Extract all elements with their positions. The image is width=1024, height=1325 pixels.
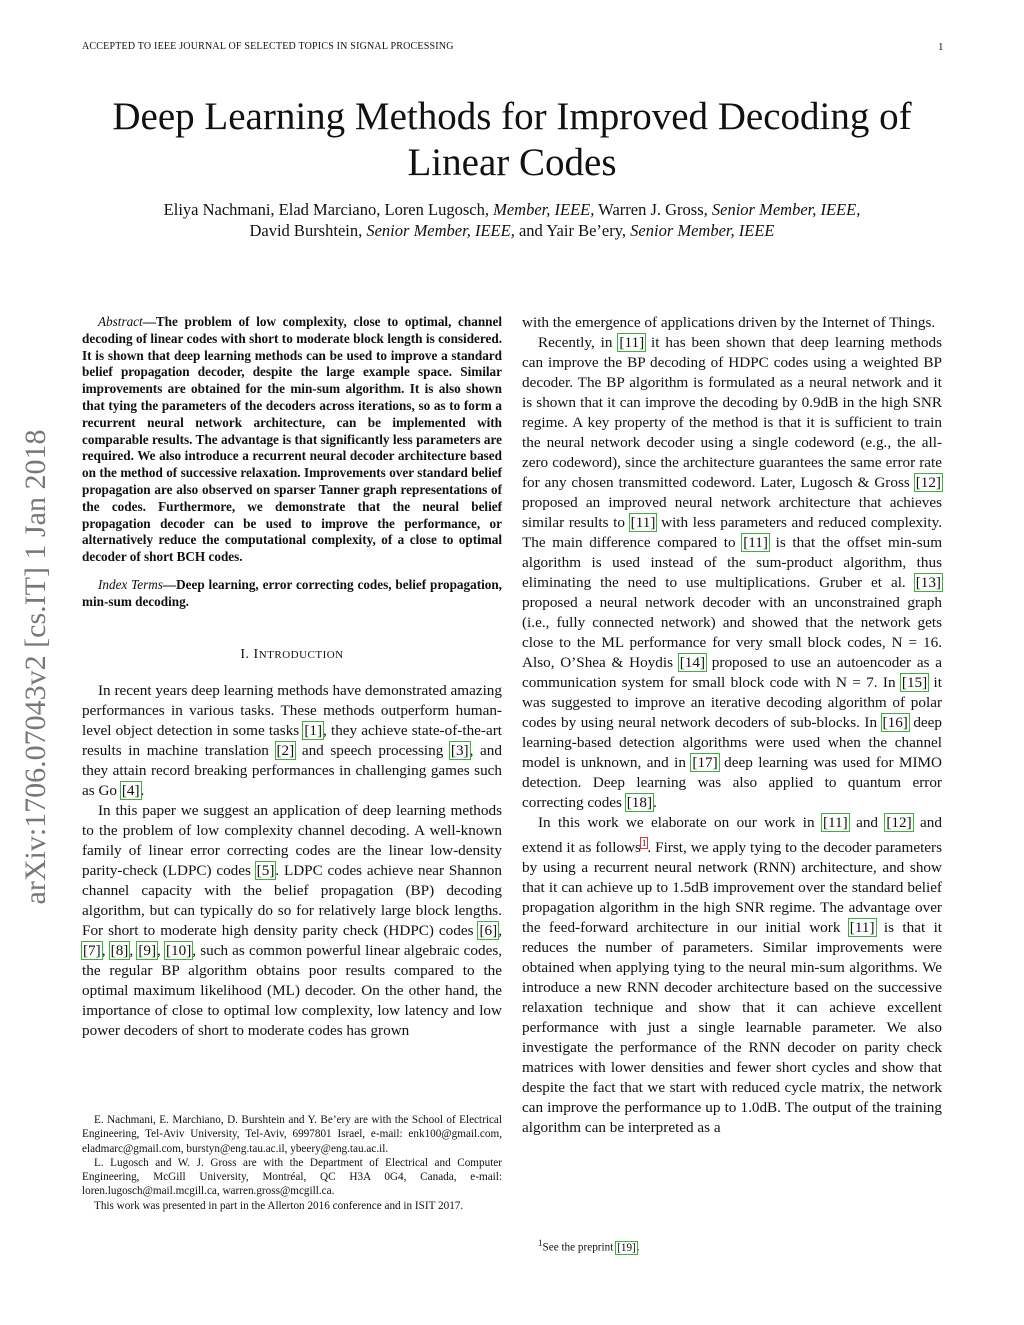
abstract-text: —The problem of low complexity, close to optimal, channel decoding of linear codes with short to moderate block length is considered. It is shown that deep learning methods can be used to improve a standard belief propagation decoder, despite the large example space. Similar improvements are obtained for the min-sum algorithm. It is also shown that tying the parameters of the decoders across iterations, so as to form a recurrent neural network architecture, can be implemented with comparable results. The advantage is that significantly less parameters are required. We also introduce a recurrent neural decoder architecture based on the method of successive relaxation. Improvements over standard belief propagation are also observed on sparser Tanner graph representations of the codes. Furthermore, we demonstrate that the neural belief propagation decoder can be used to improve the performance, or alternatively reduce the computational complexity, of a close to optimal decoder of short BCH codes. [82,314,502,565]
text-run: it was suggested to improve an iterative decoding algorithm of polar codes by using neural network decoders of sub-blocks. In [522,674,942,731]
section-heading-introduction [82,647,502,663]
text-run: with less parameters and reduced complexity. The main difference compared to [522,514,942,551]
section-number: I. I [240,646,259,662]
index-terms-text: —Deep learning, error correcting codes, belief propagation, min-sum decoding. [82,576,502,609]
text-run: is that the offset min-sum algorithm is used instead of the sum-product algorithm, thus eliminating the need to use multiplications. Gruber et al. [522,534,943,591]
arxiv-stamp-text: arXiv:1706.07043v2 [cs.IT] 1 Jan 2018 [19,429,52,905]
footnote-mark: 1 [538,1238,543,1248]
text-run: deep learning-based detection algorithms were used when the channel model is unknown, and in [522,714,943,771]
text-run: . [140,781,145,799]
text-run: Recently, in [538,334,619,351]
author-role: Senior Member, IEEE [630,221,775,240]
citation-link[interactable]: [10] [165,941,192,959]
citation-link[interactable]: [6] [479,921,498,939]
text-run: proposed an improved neural network architecture that achieves similar results to [522,494,942,531]
footnote-presentation: This work was presented in part in the Allerton 2016 conference and in ISIT 2017. [94,1199,464,1212]
citation-link[interactable]: [17] [692,754,718,771]
footnote-marker-link[interactable]: 1 [641,838,647,848]
index-terms [82,577,502,611]
text-run: . LDPC codes achieve near Shannon channel capacity with the belief propagation (BP) decoding algorithm, but can typically do so for relatively large block lengths. For short to moderate high density parity check (HDPC) codes [82,861,502,939]
running-head: ACCEPTED TO IEEE JOURNAL OF SELECTED TOPICS IN SIGNAL PROCESSING [82,41,454,52]
citation-link[interactable]: [9] [138,941,157,959]
intro-paragraph-2 [82,801,502,1041]
citation-link[interactable]: [15] [901,674,928,691]
citation-link[interactable]: [13] [915,574,941,591]
text-run: and speech processing [295,741,450,759]
citation-link[interactable]: [11] [619,334,645,351]
footnote-preprint [522,1236,942,1255]
text-run: . First, we apply tying to the decoder parameters by using a recurrent neural network (RNN) architecture, and show that it can achieve up to 1.5dB improvement over the standard belief propagation algorithm in the high SNR regime. The advantage over the feed-forward architecture in our initial work [522,839,942,937]
citation-link[interactable]: [5] [256,861,275,879]
footnote-affiliation-2: L. Lugosch and W. J. Gross are with the Department of Electrical and Computer Engineering, McGill University, Montréal, QC H3A 0G4, Canada, e-mail: loren.lugosch@mail.mcgill.ca, warren.gross@mcgill.ca. [82,1156,502,1198]
citation-link[interactable]: [1] [304,721,323,739]
text-run: , [129,941,138,959]
text-run: , and they attain record breaking performances in challenging games such as Go [82,741,502,799]
abstract [82,314,502,566]
intro-paragraph-4 [522,813,942,1138]
text-run: , [498,921,502,939]
page-number: 1 [938,41,944,53]
author-names: David Burshtein, [249,221,367,240]
author-list [60,199,964,241]
citation-link[interactable]: [12] [886,814,912,831]
text-run: is that it reduces the number of parameters. Similar improvements were obtained when applying tying to the neural min-sum algorithms. We introduce a new RNN decoder architecture based on the successive relaxation technique and show that it can achieve excellent performance with just a single learnable parameter. We also investigate the performance of the RNN decoder on parity check matrices with lower densities and fewer short cycles and show that despite the fact that we start with reduced cycle matrix, the network can improve the performance up to 1.0dB. The output of the training algorithm can be interpreted as a [522,919,943,1137]
citation-link[interactable]: [11] [822,814,848,831]
citation-link[interactable]: [3] [450,741,469,759]
intro-paragraph-continued: with the emergence of applications driven by the Internet of Things. [522,314,936,331]
paper-title: Deep Learning Methods for Improved Decoding of Linear Codes [112,95,912,184]
footnote-affiliation-1: E. Nachmani, E. Marchiano, D. Burshtein and Y. Be’ery are with the School of Electrical Engineering, Tel-Aviv University, Tel-Aviv, 6997801 Israel, e-mail: enk100@gmail.com, eladmarc@gmail.com, burstyn@eng.tau.ac.il, ybeery@eng.tau.ac.il. [82,1114,502,1155]
citation-link[interactable]: [8] [110,941,129,959]
text-run: See the preprint [542,1241,617,1254]
right-column [522,313,942,1138]
text-run: In this paper we suggest an application of deep learning methods to the problem of low complexity channel decoding. A well-known family of linear error correcting codes are the linear low-density parity-check (LDPC) codes [82,801,502,879]
text-run: and extend it as follows [522,814,942,857]
author-names: Eliya Nachmani, Elad Marciano, Loren Lugosch, [163,200,494,219]
citation-link[interactable]: [11] [743,534,768,551]
citation-link[interactable]: [16] [882,714,908,731]
citation-link[interactable]: [7] [83,941,101,959]
arxiv-stamp [16,380,56,960]
citation-link[interactable]: [11] [630,514,656,531]
citation-link[interactable]: [12] [915,474,941,491]
author-role: Senior Member, IEEE, [711,200,861,219]
abstract-label: Abstract [98,314,143,329]
section-title: NTRODUCTION [258,648,344,661]
citation-link[interactable]: [18] [626,794,653,811]
text-run: deep learning was used for MIMO detection. Deep learning was also applied to quantum error correcting codes [522,754,942,811]
intro-paragraph-3 [522,333,942,813]
text-run: , [157,941,165,959]
text-run: . [653,794,657,811]
text-run: In this work we elaborate on our work in [538,814,822,831]
citation-link[interactable]: [19] [617,1241,636,1254]
text-run: proposed to use an autoencoder as a communication system for small block code with N = 7. In [522,654,942,691]
citation-link[interactable]: [4] [121,781,140,799]
left-column [82,314,502,1041]
text-run: In recent years deep learning methods have demonstrated amazing performances in various tasks. These methods outperform human-level object detection in some tasks [82,681,502,739]
author-names: Warren J. Gross, [594,200,712,219]
affiliation-footnotes [82,1113,502,1213]
author-line-1 [60,199,964,220]
author-role: Senior Member, IEEE, [366,221,515,240]
text-run: , such as common powerful linear algebraic codes, the regular BP algorithm obtains poor results compared to the optimal maximum likelihood (ML) decoder. On the other hand, the importance of close to optimal low complexity, low latency and low power decoders of short to moderate codes has grown [82,941,503,1039]
text-run: proposed a neural network decoder with an unconstrained graph (i.e., fully connected network) and showed that the network gets close to the ML performance for very small block codes, N = 16. Also, O’Shea & Hoydis [522,594,942,671]
index-terms-label: Index Terms [98,576,163,592]
citation-link[interactable]: [2] [276,741,295,759]
text-run: . [636,1241,640,1254]
author-names: and Yair Be’ery, [514,221,631,240]
author-role: Member, IEEE, [493,200,595,219]
text-run: , [101,941,110,959]
text-run: and [848,814,886,831]
author-line-2 [60,220,964,241]
intro-paragraph-1 [82,681,502,801]
text-run: it has been shown that deep learning methods can improve the BP decoding of HDPC codes using a weighted BP decoder. The BP algorithm is formulated as a neural network and it is shown that it can improve the decoding by 0.9dB in the high SNR regime. A key property of the method is that it is sufficient to train the neural network decoder using a single codeword (e.g., the all-zero codeword), since the architecture guarantees the same error rate for any chosen transmitted codeword. Later, Lugosch & Gross [522,334,943,491]
citation-link[interactable]: [14] [679,654,706,671]
citation-link[interactable]: [11] [849,919,875,937]
text-run: , they achieve state-of-the-art results in machine translation [82,721,502,759]
